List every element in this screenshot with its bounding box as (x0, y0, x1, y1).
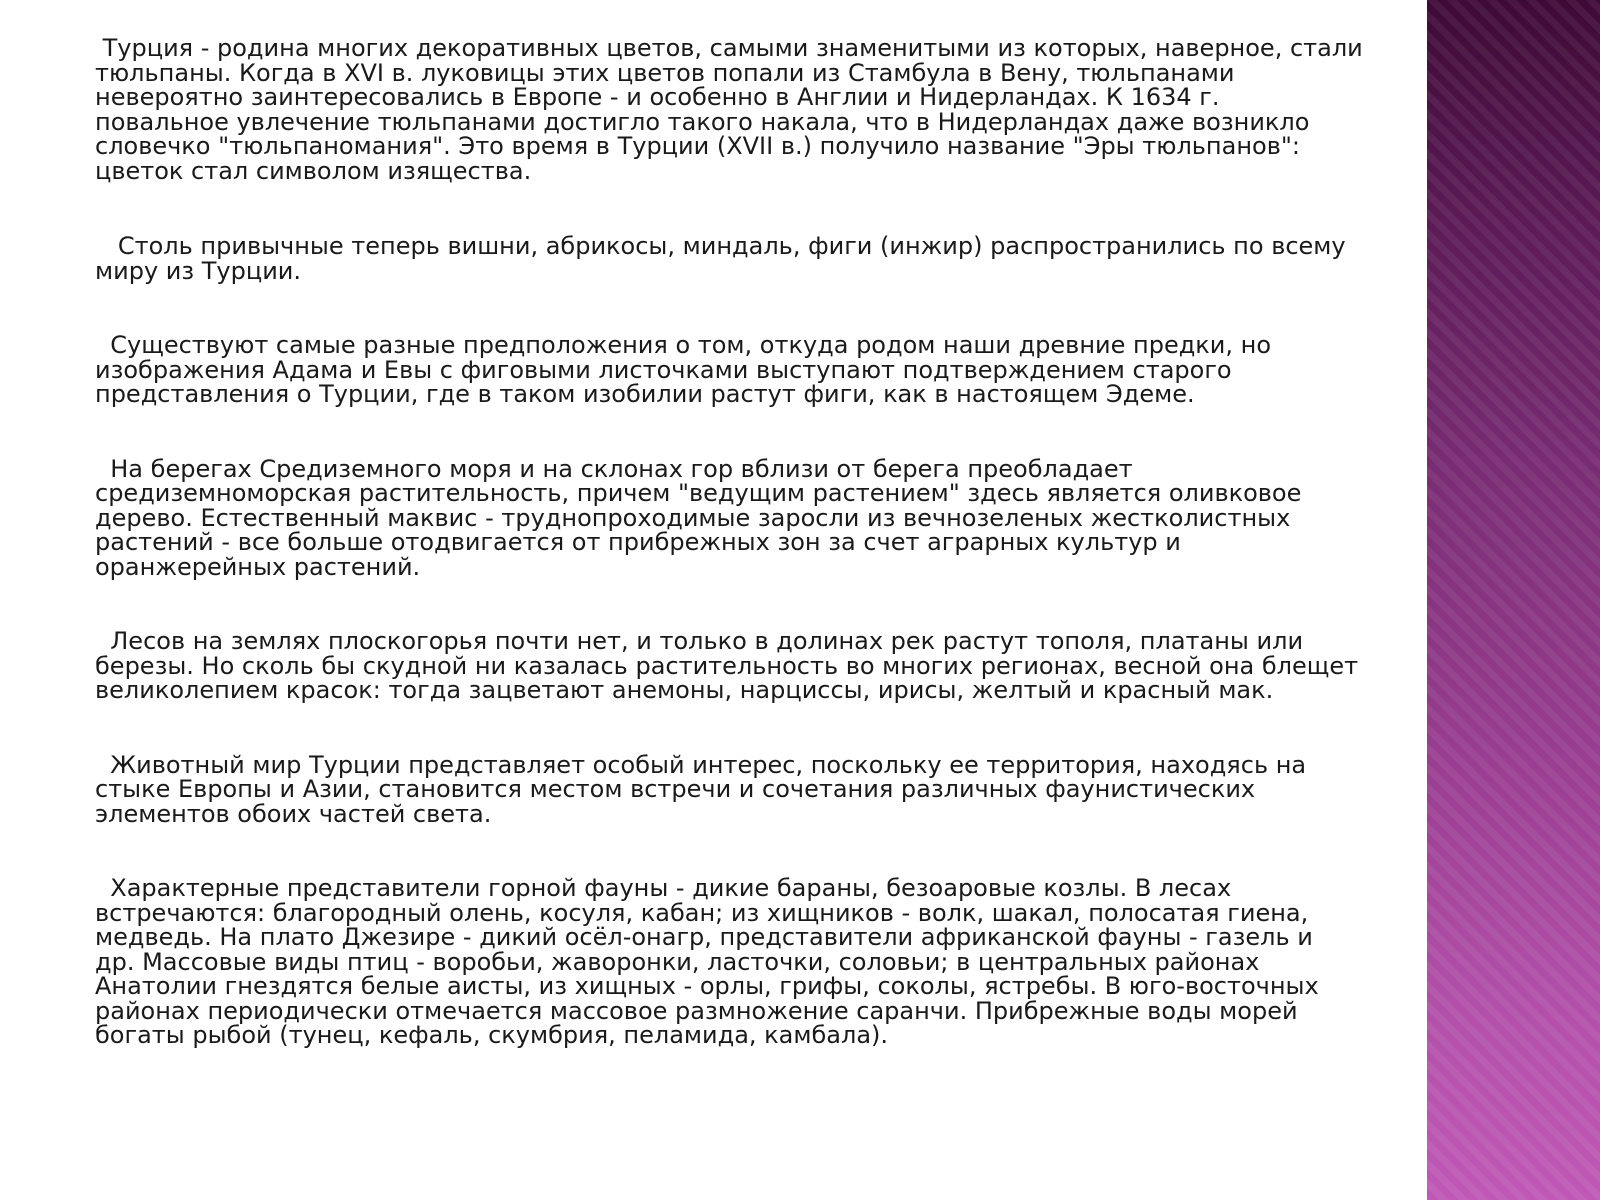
text-line: дерево. Естественный маквис - труднопроходимые заросли из вечнозеленых жестколистных (95, 503, 1291, 532)
text-line: средиземноморская растительность, причем "ведущим растением" здесь является оливковое (95, 479, 1302, 507)
text-line: Турция - родина многих декоративных цветов, самыми знаменитыми из которых, наверное, стали (95, 34, 1363, 62)
text-line: На берегах Средиземного моря и на склонах гор вблизи от берега преобладает (95, 454, 1133, 483)
text-line: др. Массовые виды птиц - воробьи, жаворонки, ласточки, соловьи; в центральных районах (95, 947, 1260, 976)
text-line: Характерные представители горной фауны - дикие бараны, безоаровые козлы. В лесах (95, 874, 1232, 902)
text-line: растений - все больше отодвигается от прибрежных зон за счет аграрных культур и (95, 528, 1181, 556)
text-line: миру из Турции. (95, 256, 302, 285)
text-line: районах периодически отмечается массовое размножение саранчи. Прибрежные воды морей (95, 996, 1298, 1025)
decorative-sidebar (1427, 0, 1600, 1200)
text-line: березы. Но сколь бы скудной ни казалась растительность во многих регионах, весной она блещет (95, 651, 1359, 680)
text-line: медведь. На плато Джезире - дикий осёл-онагр, представители африканской фауны - газель и (95, 923, 1313, 951)
paragraph-tulips (95, 36, 1425, 183)
text-line: тюльпаны. Когда в XVI в. луковицы этих цветов попали из Стамбула в Вену, тюльпанами (95, 58, 1235, 87)
text-line: оранжерейных растений. (95, 552, 421, 581)
paragraph-animals (95, 876, 1425, 1048)
text-line: представления о Турции, где в таком изобилии растут фиги, как в настоящем Эдеме. (95, 380, 1195, 408)
text-line: Животный мир Турции представляет особый интерес, поскольку ее территория, находясь на (95, 750, 1307, 779)
text-line: невероятно заинтересовались в Европе - и особенно в Англии и Нидерландах. К 1634 г. (95, 83, 1220, 111)
paragraph-mediterranean (95, 454, 1425, 581)
text-line: Анатолии гнездятся белые аисты, из хищных - орлы, грифы, соколы, ястребы. В юго-восточных (95, 972, 1319, 1000)
text-line: элементов обоих частей света. (95, 799, 492, 828)
text-line: встречаются: благородный олень, косуля, кабан; из хищников - волк, шакал, полосатая гиена, (95, 898, 1309, 927)
diagonal-stripes-pattern (1427, 0, 1600, 1200)
paragraph-fruits (95, 234, 1425, 283)
text-line: великолепием красок: тогда зацветают анемоны, нарциссы, ирисы, желтый и красный мак. (95, 676, 1274, 704)
paragraph-forests (95, 629, 1425, 703)
paragraph-eden (95, 333, 1425, 407)
text-line: Столь привычные теперь вишни, абрикосы, миндаль, фиги (инжир) распространились по всему (95, 232, 1346, 260)
text-body (95, 36, 1425, 1048)
paragraph-fauna (95, 750, 1425, 828)
text-line: словечко "тюльпаномания". Это время в Турции (XVII в.) получило название "Эры тюльпанов": (95, 132, 1300, 160)
text-line: стыке Европы и Азии, становится местом встречи и сочетания различных фаунистических (95, 775, 1256, 803)
text-line: Лесов на землях плоскогорья почти нет, и только в долинах рек растут тополя, платаны или (95, 627, 1304, 655)
text-line: богаты рыбой (тунец, кефаль, скумбрия, пеламида, камбала). (95, 1021, 889, 1049)
text-line: изображения Адама и Евы с фиговыми листочками выступают подтверждением старого (95, 355, 1232, 384)
text-line: Существуют самые разные предположения о том, откуда родом наши древние предки, но (95, 331, 1272, 359)
text-line: цветок стал символом изящества. (95, 156, 532, 185)
text-line: повальное увлечение тюльпанами достигло такого накала, что в Нидерландах даже возникло (95, 107, 1310, 136)
